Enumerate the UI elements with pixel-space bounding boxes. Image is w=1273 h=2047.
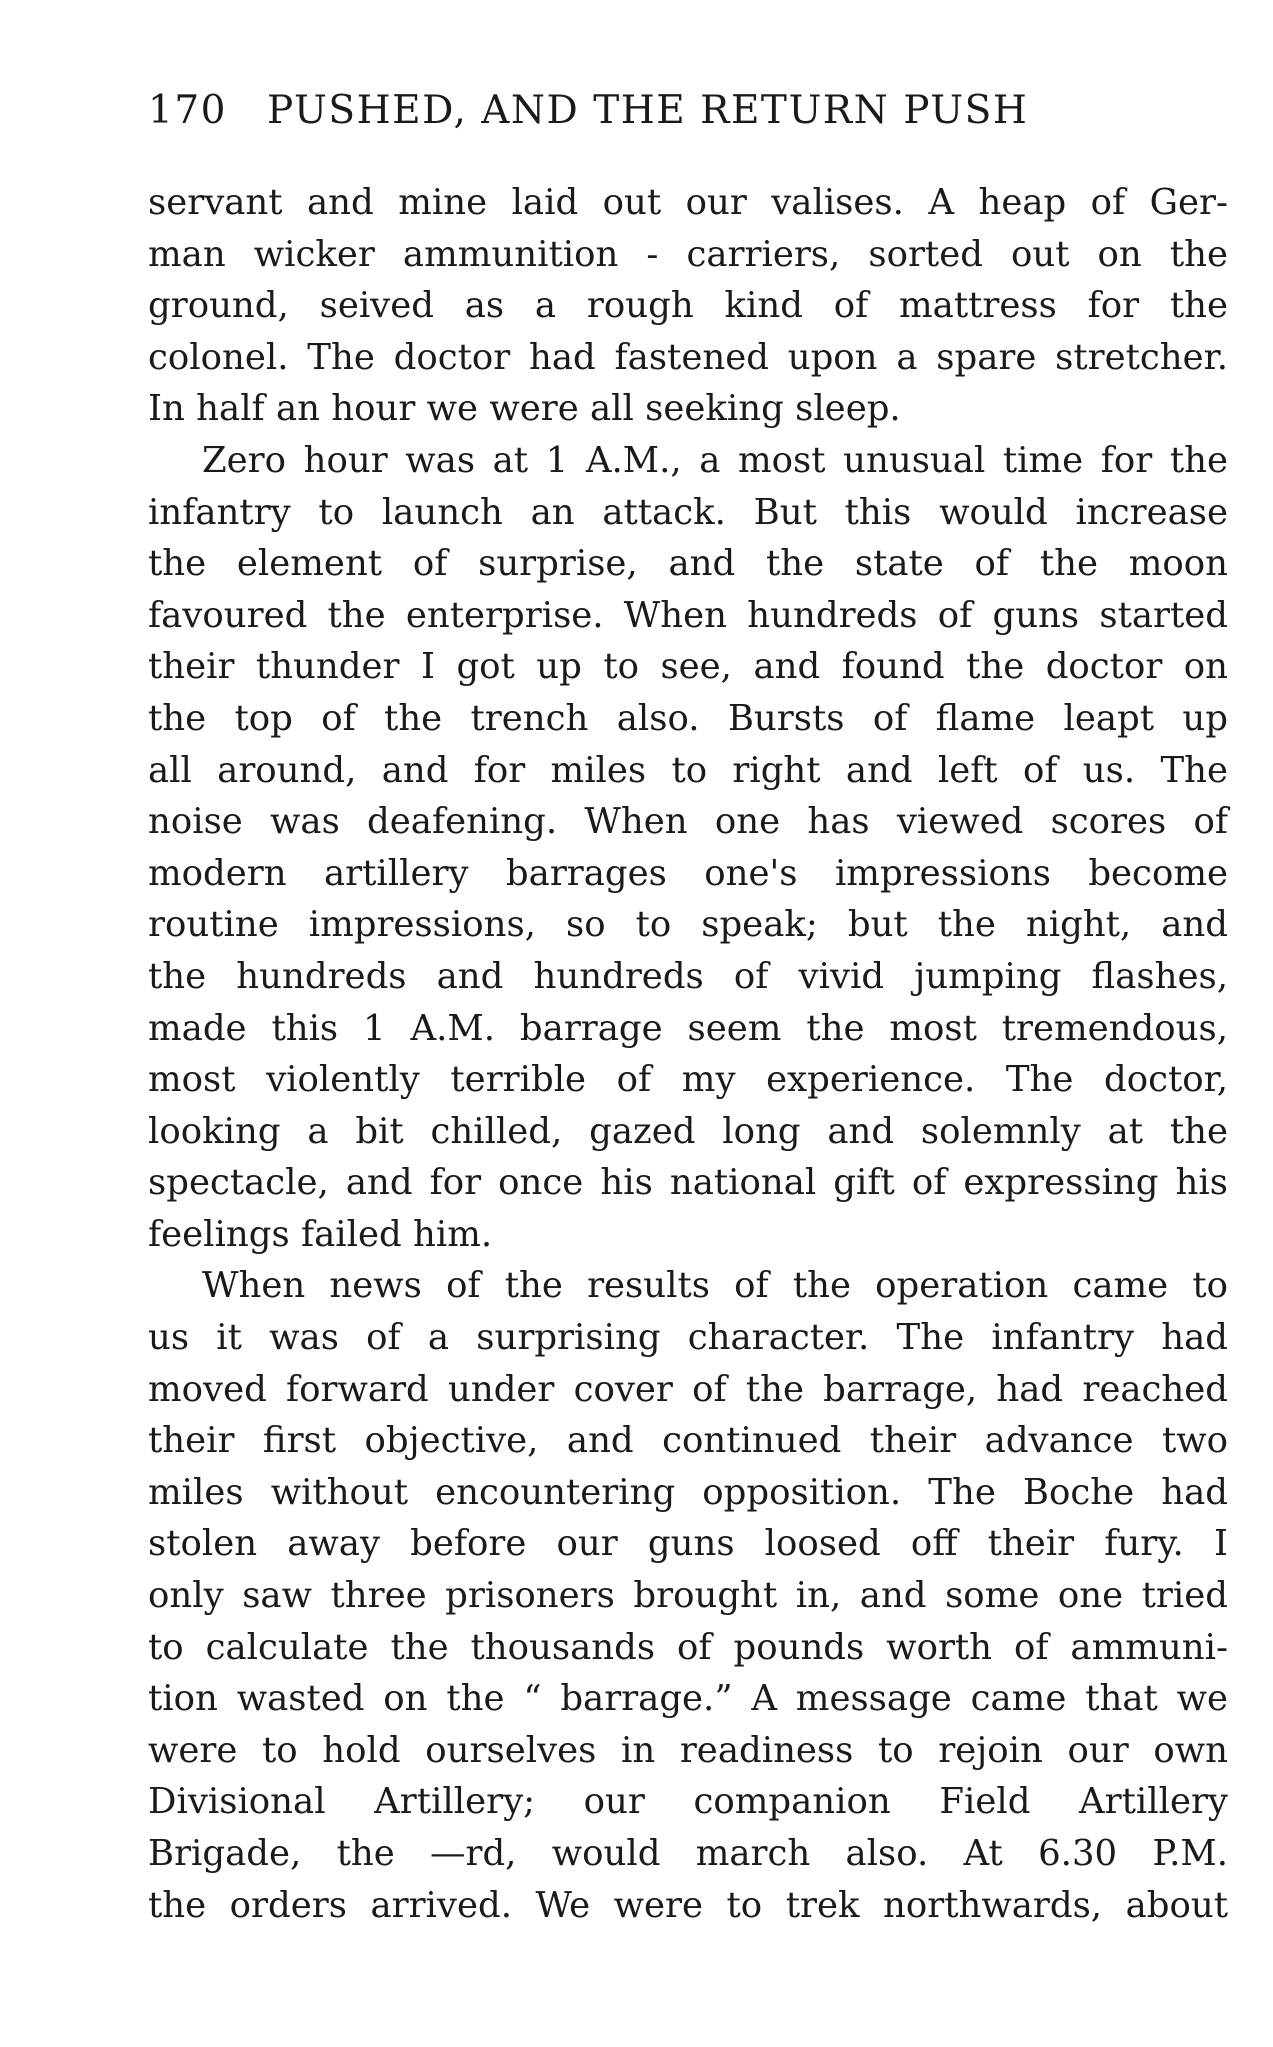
text-line: When news of the results of the operation came to [202, 1265, 1228, 1307]
text-line: miles without encountering opposition. The Boche had [148, 1471, 1228, 1513]
text-line: us it was of a surprising character. The infantry had [148, 1317, 1228, 1359]
running-header [148, 88, 1228, 133]
text-line: favoured the enterprise. When hundreds of guns started [148, 594, 1228, 636]
text-line: colonel. The doctor had fastened upon a spare stretcher. [148, 336, 1228, 378]
text-line: the orders arrived. We were to trek northwards, about [148, 1884, 1228, 1926]
page-number: 170 [148, 88, 227, 133]
text-line: spectacle, and for once his national gift of expressing his [148, 1162, 1228, 1204]
paragraph-2 [148, 435, 1228, 1261]
text-line: stolen away before our guns loosed off their fury. I [148, 1523, 1228, 1565]
book-page [148, 88, 1228, 1931]
text-line: all around, and for miles to right and left of us. The [148, 749, 1228, 791]
text-line: Zero hour was at 1 A.M., a most unusual time for the [202, 439, 1228, 481]
text-line: Brigade, the —rd, would march also. At 6.30 P.M. [148, 1833, 1228, 1874]
text-line: routine impressions, so to speak; but the night, and [148, 904, 1228, 946]
text-line: the hundreds and hundreds of vivid jumping flashes, [148, 955, 1228, 997]
text-line: to calculate the thousands of pounds worth of ammuni- [148, 1626, 1228, 1668]
body-text [148, 177, 1228, 1931]
text-line: tion wasted on the “ barrage.” A message came that we [148, 1678, 1228, 1720]
text-line: noise was deafening. When one has viewed scores of [148, 801, 1228, 843]
text-line: most violently terrible of my experience. The doctor, [148, 1059, 1228, 1101]
text-line: ground, seived as a rough kind of mattress for the [148, 285, 1228, 327]
text-line: moved forward under cover of the barrage, had reached [148, 1368, 1228, 1410]
text-line: modern artillery barrages one's impressions become [148, 852, 1228, 894]
text-line: infantry to launch an attack. But this would increase [148, 491, 1228, 533]
text-line: man wicker ammunition - carriers, sorted out on the [148, 233, 1228, 275]
text-line: the element of surprise, and the state of the moon [148, 543, 1228, 585]
text-line: the top of the trench also. Bursts of flame leapt up [148, 697, 1228, 739]
paragraph-1 [148, 177, 1228, 435]
text-line: looking a bit chilled, gazed long and solemnly at the [148, 1110, 1228, 1152]
text-line: servant and mine laid out our valises. A heap of Ger- [148, 182, 1228, 223]
paragraph-3 [148, 1260, 1228, 1931]
text-line: only saw three prisoners brought in, and some one tried [148, 1575, 1228, 1617]
running-title: PUSHED, AND THE RETURN PUSH [266, 88, 1029, 133]
text-line: their first objective, and continued their advance two [148, 1420, 1228, 1462]
text-line: made this 1 A.M. barrage seem the most tremendous, [148, 1007, 1228, 1049]
text-line: their thunder I got up to see, and found the doctor on [148, 646, 1228, 688]
text-line: In half an hour we were all seeking sleep. [148, 388, 901, 430]
text-line: were to hold ourselves in readiness to rejoin our own [148, 1729, 1228, 1771]
text-line: Divisional Artillery; our companion Field Artillery [148, 1781, 1228, 1823]
text-line: feelings failed him. [148, 1213, 493, 1255]
